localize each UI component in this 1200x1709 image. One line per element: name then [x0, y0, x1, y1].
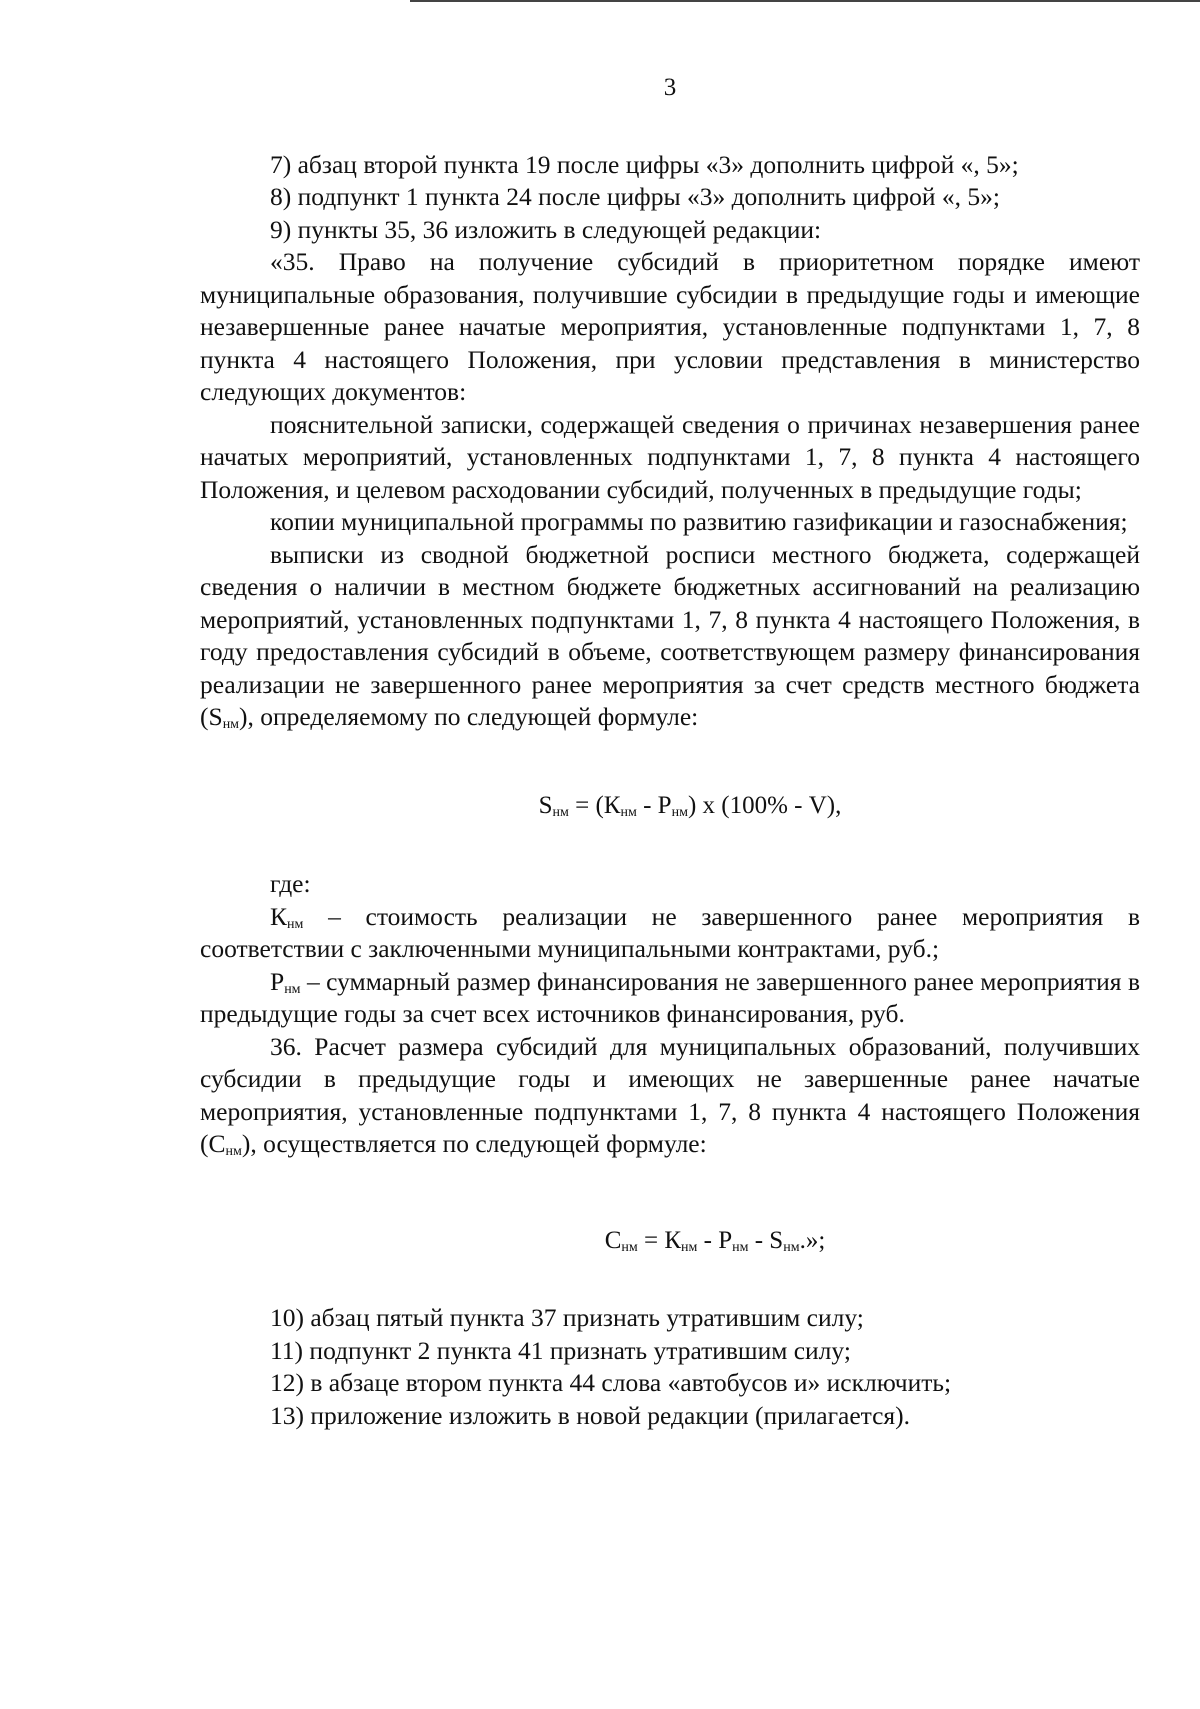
- formula2-eq: = К: [637, 1226, 682, 1254]
- formula2-c: С: [604, 1226, 622, 1254]
- requirement-3-text: выписки из сводной бюджетной росписи местного бюджета, содержащей сведения о наличии в местном бюджете бюджетных ассигнований на реализацию мероприятий, установленных подпунктами 1, 7, 8 пункта 4 настоящего Положения, в году предоставления субсидий в объеме, соответствующем размеру финансирования реализации не завершенного ранее мероприятия за счет средств местного бюджета (S: [200, 539, 1140, 731]
- list-item-11: 11) подпункт 2 пункта 41 признать утратившим силу;: [270, 1335, 851, 1365]
- formula2-minus1: - Р: [697, 1226, 733, 1254]
- formula-s-nm: [200, 790, 1140, 823]
- document-page: [200, 72, 1140, 1432]
- document-requirement-3: [200, 539, 1140, 734]
- definition-p-nm: [200, 966, 1140, 1031]
- paragraph-35: «35. Право на получение субсидий в приоритетном порядке имеют муниципальные образования, получившие субсидии в предыдущие годы и имеющие незавершенные ранее начатые мероприятия, установленные подпунктами 1, 7, 8 пункта 4 настоящего Положения, при условии представления в министерство следующих документов:: [200, 247, 1140, 406]
- formula1-eq: = (К: [568, 791, 621, 819]
- formula2-minus2: - S: [748, 1226, 784, 1254]
- k-def-text: – стоимость реализации не завершенного ранее мероприятия в соответствии с заключенными муниципальными контрактами, руб.;: [200, 901, 1140, 963]
- paragraph-36: [200, 1031, 1140, 1161]
- k-def-letter: К: [270, 901, 288, 931]
- list-item-8: 8) подпункт 1 пункта 24 после цифры «3» дополнить цифрой «, 5»;: [270, 182, 1000, 211]
- formula1-p-sub: нм: [671, 804, 688, 820]
- list-item-9: 9) пункты 35, 36 изложить в следующей редакции:: [270, 214, 822, 244]
- page-number: 3: [663, 74, 677, 101]
- formula1-tail: ) х (100% - V),: [687, 791, 842, 819]
- formula-c-nm: [200, 1225, 1140, 1258]
- formula2-p-sub: нм: [732, 1239, 749, 1255]
- formula1-s: S: [538, 791, 553, 819]
- list-item-13: 13) приложение изложить в новой редакции (прилагается).: [270, 1400, 911, 1430]
- formula1-minus: - Р: [636, 791, 672, 819]
- formula1-s-sub: нм: [552, 804, 569, 820]
- p36-tail: ), осуществляется по следующей формуле:: [241, 1129, 707, 1158]
- document-requirement-2: копии муниципальной программы по развитию газификации и газоснабжения;: [270, 507, 1128, 536]
- list-item-7: 7) абзац второй пункта 19 после цифры «3» дополнить цифрой «, 5»;: [270, 149, 1019, 179]
- p-def-letter: Р: [270, 966, 285, 996]
- requirement-3-tail: ), определяемому по следующей формуле:: [239, 702, 699, 731]
- document-requirement-1: пояснительной записки, содержащей сведения о причинах незавершения ранее начатых мероприятий, установленных подпунктами 1, 7, 8 пункта 4 настоящего Положения, и целевом расходовании субсидий, полученных в предыдущие годы;: [200, 409, 1140, 504]
- formula1-k-sub: нм: [620, 804, 637, 820]
- formula2-s-sub: нм: [783, 1239, 800, 1255]
- formula2-k-sub: нм: [681, 1239, 698, 1255]
- p-def-sub: нм: [284, 981, 301, 997]
- list-item-12: 12) в абзаце втором пункта 44 слова «автобусов и» исключить;: [270, 1368, 952, 1397]
- p36-sub: нм: [225, 1144, 242, 1159]
- requirement-3-subscript: нм: [222, 717, 240, 732]
- top-scan-edge-line: [410, 0, 1200, 2]
- formula2-tail: .»;: [799, 1226, 826, 1254]
- k-def-sub: нм: [287, 916, 304, 932]
- p-def-text: – суммарный размер финансирования не завершенного ранее мероприятия в предыдущие годы за счет всех источников финансирования, руб.: [200, 966, 1140, 1028]
- p36-text: 36. Расчет размера субсидий для муниципальных образований, получивших субсидии в предыдущие годы и имеющих не завершенные ранее начатые мероприятия, установленные подпунктами 1, 7, 8 пункта 4 настоящего Положения (С: [200, 1031, 1140, 1158]
- formula2-c-sub: нм: [621, 1239, 638, 1255]
- where-label: где:: [270, 869, 311, 898]
- definition-k-nm: [200, 901, 1140, 966]
- list-item-10: 10) абзац пятый пункта 37 признать утратившим силу;: [270, 1303, 864, 1332]
